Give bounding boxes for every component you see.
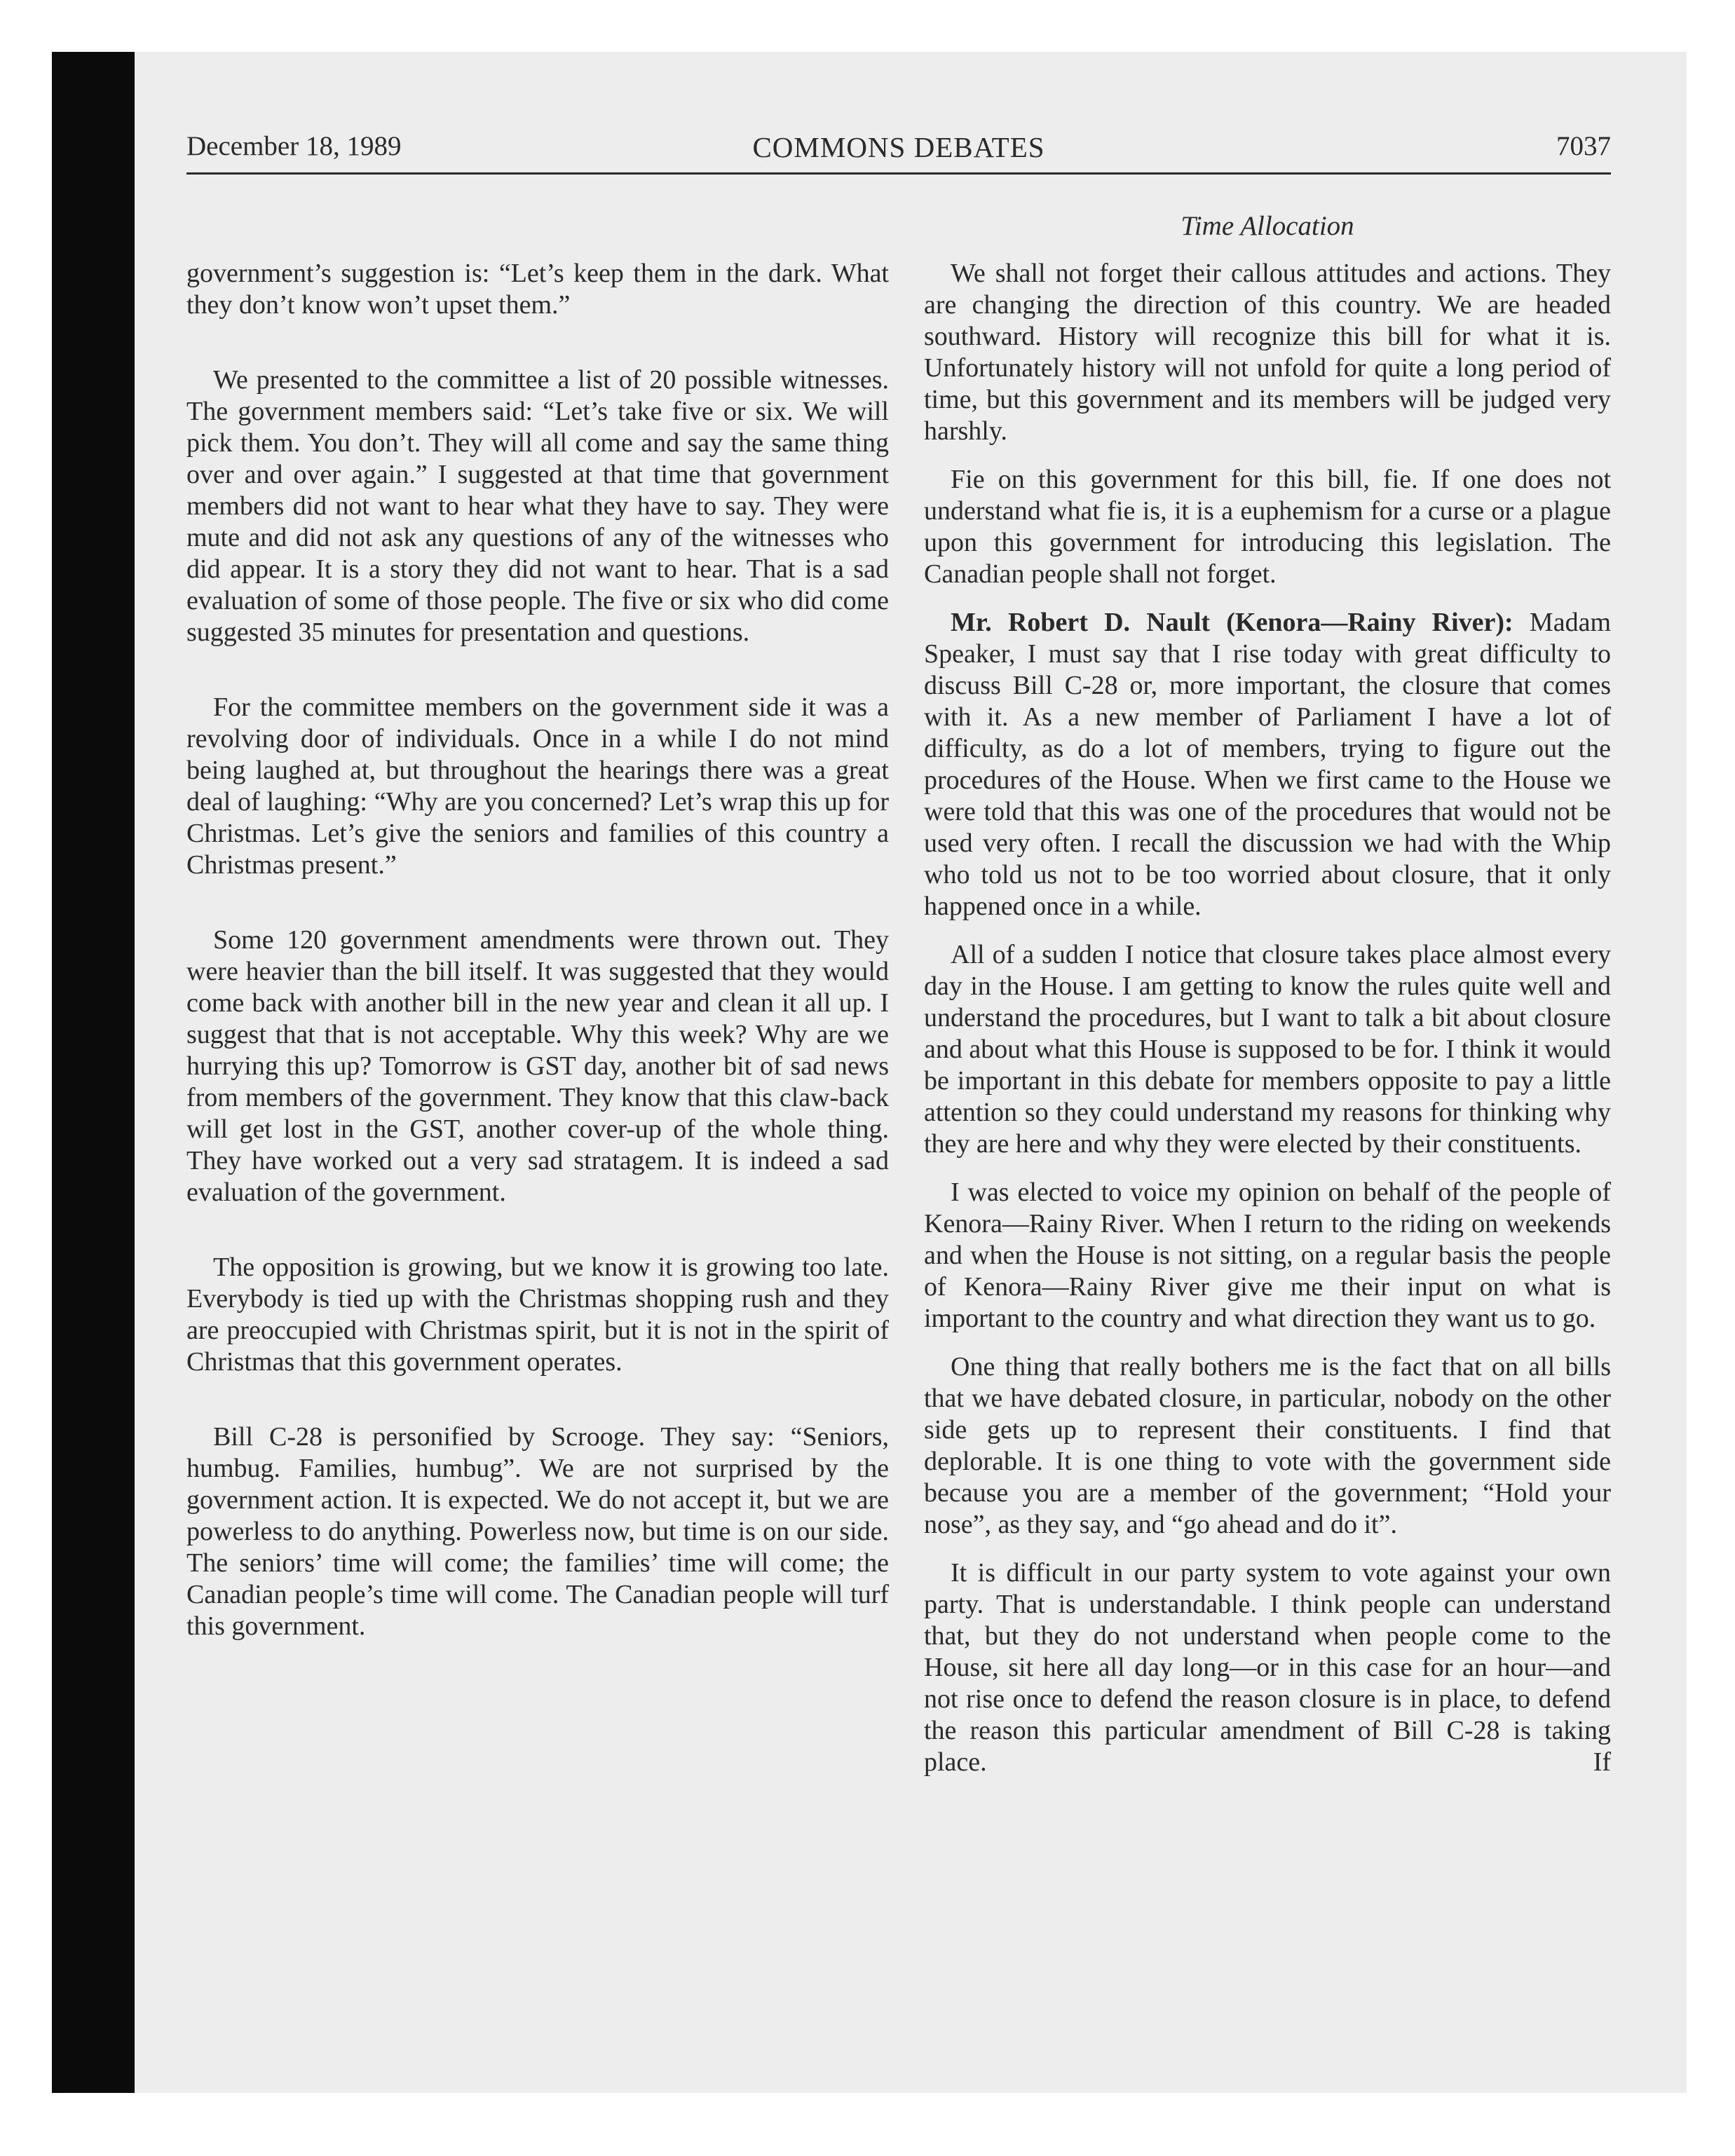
paragraph: Some 120 government amendments were thrown out. They were heavier than the bill itself. It was suggested that they would come back with another bill in the new year and clean it all up. I suggest that that is not acceptable. Why this week? Why are we hurrying this up? Tomorrow is GST day, another bit of sad news from members of the government. They know that this claw-back will get lost in the GST, another cover-up of the whole thing. They have worked out a very sad stratagem. It is indeed a sad evaluation of the government. <box>186 925 889 1207</box>
speech-paragraph <box>924 607 1611 922</box>
header-date: December 18, 1989 <box>186 131 402 161</box>
paragraph: Fie on this government for this bill, fie. If one does not understand what fie is, it is a euphemism for a curse or a plague upon this government for introducing this legislation. The Canadian people shall not forget. <box>924 465 1611 589</box>
left-column <box>186 258 889 1642</box>
paragraph: I was elected to voice my opinion on behalf of the people of Kenora—Rainy River. When I return to the riding on weekends and when the House is not sitting, on a regular basis the people of Kenora—Rainy River give me their input on what is important to the country and what direction they want us to go. <box>924 1178 1611 1333</box>
speech-text: Madam Speaker, I must say that I rise today with great difficulty to discuss Bill C-28 or, more important, the closure that comes with it. As a new member of Parliament I have a lot of difficulty, as do a lot of members, trying to figure out the procedures of the House. When we first came to the House we were told that this was one of the procedures that would not be used very often. I recall the discussion we had with the Whip who told us not to be too worried about closure, that it only happened once in a while. <box>924 608 1611 921</box>
paragraph: It is difficult in our party system to vote against your own party. That is understandable. I think people can understand that, but they do not understand when people come to the House, sit here all day long—or in this case for an hour—and not rise once to defend the reason closure is in place, to defend the reason this particular amendment of Bill C-28 is taking place. If <box>924 1558 1611 1777</box>
header-publication-title: COMMONS DEBATES <box>752 131 1045 163</box>
right-column <box>924 258 1611 1778</box>
header-rule <box>186 172 1611 175</box>
paragraph: We shall not forget their callous attitudes and actions. They are changing the direction of this country. We are headed southward. History will recognize this bill for what it is. Unfortunately history will not unfold for quite a long period of time, but this government and its members will be judged very harshly. <box>924 259 1611 446</box>
paragraph: We presented to the committee a list of 20 possible witnesses. The government members said: “Let’s take five or six. We will pick them. You don’t. They will all come and say the same thing over and over again.” I suggested at that time that government members did not want to hear what they have to say. They were mute and did not ask any questions of any of the witnesses who did appear. It is a story they did not want to hear. That is a sad evaluation of some of those people. The five or six who did come suggested 35 minutes for presentation and questions. <box>186 365 889 647</box>
paragraph: The opposition is growing, but we know it is growing too late. Everybody is tied up with the Christmas shopping rush and they are preoccupied with Christmas spirit, but it is not in the spirit of Christmas that this government operates. <box>186 1253 889 1377</box>
page-header <box>186 123 1611 172</box>
section-title: Time Allocation <box>1181 211 1354 241</box>
scan-border-shadow <box>52 52 135 2093</box>
paragraph: Bill C-28 is personified by Scrooge. They say: “Seniors, humbug. Families, humbug”. We are not surprised by the government action. It is expected. We do not accept it, but we are powerless to do anything. Powerless now, but time is on our side. The seniors’ time will come; the families’ time will come; the Canadian people’s time will come. The Canadian people will turf this government. <box>186 1422 889 1641</box>
header-page-number: 7037 <box>1556 131 1611 161</box>
paragraph: All of a sudden I notice that closure takes place almost every day in the House. I am getting to know the rules quite well and understand the procedures, but I want to talk a bit about closure and about what this House is supposed to be for. I think it would be important in this debate for members opposite to pay a little attention so they could understand my reasons for thinking why they are here and why they were elected by their constituents. <box>924 940 1611 1159</box>
paragraph: government’s suggestion is: “Let’s keep them in the dark. What they don’t know won’t upset them.” <box>186 259 889 320</box>
paragraph: One thing that really bothers me is the fact that on all bills that we have debated closure, in particular, nobody on the other side gets up to represent their constituents. I find that deplorable. It is one thing to vote with the government side because you are a member of the government; “Hold your nose”, as they say, and “go ahead and do it”. <box>924 1352 1611 1539</box>
paragraph: For the committee members on the government side it was a revolving door of individuals. Once in a while I do not mind being laughed at, but throughout the hearings there was a great deal of laughing: “Why are you concerned? Let’s wrap this up for Christmas. Let’s give the seniors and families of this country a Christmas present.” <box>186 692 889 880</box>
speaker-name: Mr. Robert D. Nault (Kenora—Rainy River): <box>951 608 1513 637</box>
